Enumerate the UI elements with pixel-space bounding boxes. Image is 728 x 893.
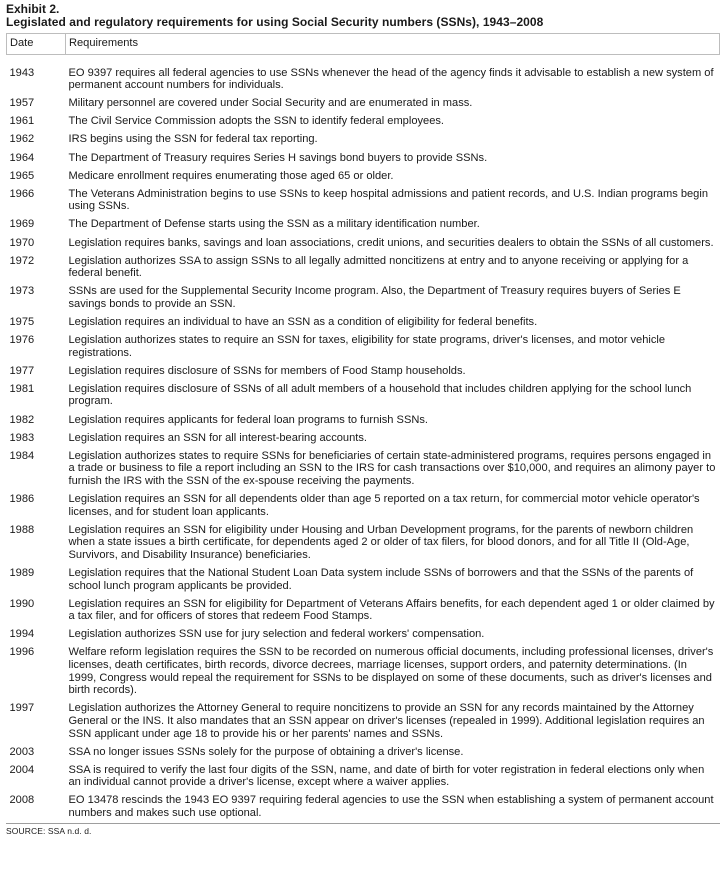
row-year: 1981 <box>9 382 35 395</box>
row-requirement: Legislation requires an SSN for all interest-bearing accounts. <box>68 431 367 444</box>
row-requirement: The Department of Treasury requires Series H savings bond buyers to provide SSNs. <box>68 151 488 164</box>
requirements-column-header: Requirements <box>66 34 720 55</box>
row-requirement: The Department of Defense starts using the SSN as a military identification number. <box>68 218 480 231</box>
row-year: 1973 <box>9 285 35 298</box>
row-year: 1972 <box>9 254 35 267</box>
table-row <box>7 432 720 450</box>
date-column-header: Date <box>7 34 66 55</box>
table-row <box>7 567 720 598</box>
table-row <box>7 97 720 115</box>
table-row <box>7 414 720 432</box>
row-requirement: Legislation requires banks, savings and loan associations, credit unions, and securities dealers to obtain the SSNs of all customers. <box>68 236 714 249</box>
row-year: 1977 <box>9 364 35 377</box>
row-requirement: Legislation authorizes states to require an SSN for taxes, eligibility for state programs, driver's licenses, and motor vehicle registrations. <box>68 334 666 359</box>
row-year: 1964 <box>9 151 35 164</box>
table-row <box>7 316 720 334</box>
row-requirement: Legislation requires an individual to have an SSN as a condition of eligibility for federal benefits. <box>68 316 538 328</box>
row-requirement: Legislation authorizes states to require SSNs for beneficiaries of certain state-administered programs, requires persons engaged in a trade or business to file a report including an SSN to the IRS for cash transactions over $10,000, and requires an alimony payer to furnish the IRS with the SSN of the ex-spouse receiving the payments. <box>68 449 716 487</box>
table-row <box>7 115 720 133</box>
row-year: 1996 <box>9 646 35 659</box>
row-requirement: SSA is required to verify the last four digits of the SSN, name, and date of birth for voter registration in federal elections only when an individual cannot provide a driver's license, except where a waiver applies. <box>68 763 705 789</box>
row-year: 1962 <box>9 133 35 146</box>
table-row <box>7 237 720 255</box>
row-year: 1961 <box>9 115 35 128</box>
table-row <box>7 170 720 188</box>
row-requirement: Legislation requires an SSN for eligibility under Housing and Urban Development programs, for the parents of newborn children when a state issues a birth certificate, for dependents aged 2 or older of tax filers, for blood donors, and for all Title II (Old-Age, Survivors, and Disability Insurance) beneficiaries. <box>68 523 694 561</box>
exhibit-title: Legislated and regulatory requirements for using Social Security numbers (SSNs), 1943–2008 <box>6 15 544 29</box>
requirements-table <box>6 33 720 822</box>
row-year: 1976 <box>9 334 35 347</box>
table-row <box>7 764 720 795</box>
table-row <box>7 54 720 97</box>
row-year: 1994 <box>9 628 35 641</box>
table-row <box>7 702 720 745</box>
table-row <box>7 646 720 702</box>
row-year: 1990 <box>9 597 35 610</box>
row-requirement: The Civil Service Commission adopts the SSN to identify federal employees. <box>68 115 445 128</box>
table-row <box>7 255 720 286</box>
row-year: 1982 <box>9 413 35 426</box>
table-row <box>7 628 720 646</box>
row-requirement: Legislation requires disclosure of SSNs of all adult members of a household that includes children applying for the school lunch program. <box>68 382 692 408</box>
row-requirement: Legislation requires applicants for federal loan programs to furnish SSNs. <box>68 413 429 426</box>
row-year: 1969 <box>9 218 35 231</box>
table-row <box>7 218 720 236</box>
row-requirement: EO 9397 requires all federal agencies to use SSNs whenever the head of the agency finds it advisable to establish a new system of permanent account numbers for individuals. <box>68 66 714 92</box>
row-year: 1957 <box>9 97 35 110</box>
row-year: 1988 <box>9 523 35 536</box>
table-row <box>7 334 720 365</box>
row-requirement: SSA no longer issues SSNs solely for the purpose of obtaining a driver's license. <box>68 745 464 758</box>
source-note: SOURCE: SSA n.d. d. <box>6 825 92 836</box>
table-row <box>7 450 720 493</box>
row-year: 1984 <box>9 449 35 462</box>
row-year: 1983 <box>9 431 35 444</box>
table-row <box>7 188 720 219</box>
table-row <box>7 493 720 524</box>
table-row <box>7 133 720 151</box>
table-row <box>7 152 720 170</box>
table-row <box>7 794 720 821</box>
row-year: 1997 <box>9 702 35 715</box>
row-year: 1989 <box>9 567 35 579</box>
table-row <box>7 524 720 567</box>
row-year: 1986 <box>9 493 35 506</box>
table-body <box>7 54 720 822</box>
table-row <box>7 746 720 764</box>
row-requirement: Legislation requires disclosure of SSNs for members of Food Stamp households. <box>68 364 466 377</box>
row-requirement: Medicare enrollment requires enumerating those aged 65 or older. <box>68 169 394 182</box>
row-requirement: Legislation requires that the National Student Loan Data system include SSNs of borrowers and that the SSNs of the parents of school lunch program applicants be provided. <box>68 567 694 592</box>
row-year: 1943 <box>9 66 35 79</box>
row-requirement: The Veterans Administration begins to use SSNs to keep hospital admissions and patient records, and U.S. Indian programs begin using SSNs. <box>68 187 708 213</box>
row-requirement: Legislation requires an SSN for eligibility for Department of Veterans Affairs benefits, for each dependent aged 1 or older claimed by a tax filer, and for officers of stores that redeem Food Stamps. <box>68 597 715 623</box>
row-year: 2004 <box>9 763 35 776</box>
row-year: 1966 <box>9 187 35 200</box>
table-header-row <box>7 34 720 55</box>
exhibit-label: Exhibit 2. <box>6 2 60 16</box>
row-requirement: Military personnel are covered under Social Security and are enumerated in mass. <box>68 97 473 110</box>
row-requirement: EO 13478 rescinds the 1943 EO 9397 requiring federal agencies to use the SSN when establishing a system of permanent account numbers and makes such use optional. <box>68 794 714 819</box>
row-year: 2003 <box>9 745 35 758</box>
table-row <box>7 383 720 414</box>
row-year: 2008 <box>9 794 35 807</box>
row-requirement: IRS begins using the SSN for federal tax reporting. <box>68 133 318 146</box>
row-requirement: Legislation authorizes SSA to assign SSNs to all legally admitted noncitizens at entry and to anyone receiving or applying for a federal benefit. <box>68 254 689 280</box>
row-requirement: SSNs are used for the Supplemental Security Income program. Also, the Department of Treasury requires buyers of Series E savings bonds to provide an SSN. <box>68 285 681 310</box>
row-requirement: Legislation requires an SSN for all dependents older than age 5 reported on a tax return, for commercial motor vehicle operator's licenses, and for student loan applicants. <box>68 493 700 518</box>
row-year: 1965 <box>9 169 35 182</box>
table-row <box>7 365 720 383</box>
row-year: 1975 <box>9 316 35 328</box>
row-requirement: Legislation authorizes the Attorney General to require noncitizens to provide an SSN for any records maintained by the Attorney General or the INS. It also mandates that an SSN appear on driver's licenses (repealed in 1999). Additional legislation requires an SSN applicant under age 18 to provide his or her parents' names and SSNs. <box>68 702 705 740</box>
row-year: 1970 <box>9 236 35 249</box>
row-requirement: Welfare reform legislation requires the SSN to be recorded on numerous official documents, including professional licenses, driver's licenses, death certificates, birth records, divorce decrees, marriage licenses, support orders, and paternity determinations. (In 1999, Congress would repeal the requirement for SSNs to be displayed on some of these documents, such as driver's licenses and birth records). <box>68 646 714 697</box>
table-row <box>7 285 720 316</box>
row-requirement: Legislation authorizes SSN use for jury selection and federal workers' compensation. <box>68 628 485 641</box>
table-row <box>7 598 720 629</box>
